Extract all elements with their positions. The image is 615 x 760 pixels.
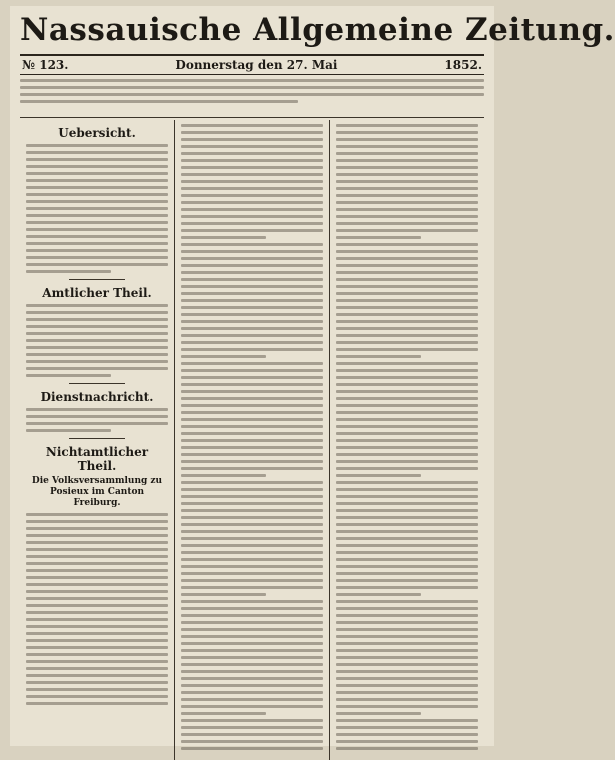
text-line xyxy=(181,166,323,169)
text-line xyxy=(181,565,323,568)
contents-heading: Uebersicht. xyxy=(58,126,136,140)
newspaper-page xyxy=(10,6,615,746)
text-line xyxy=(181,432,323,435)
text-line xyxy=(336,369,478,372)
divider xyxy=(69,438,126,439)
text-line xyxy=(181,264,323,267)
text-line xyxy=(181,495,323,498)
text-line xyxy=(181,320,323,323)
text-line xyxy=(336,180,478,183)
text-line xyxy=(181,502,323,505)
text-line xyxy=(336,705,478,708)
text-line xyxy=(181,243,323,246)
text-line xyxy=(336,495,478,498)
text-line xyxy=(181,572,323,575)
text-line xyxy=(336,257,478,260)
text-line xyxy=(336,558,478,561)
text-line xyxy=(181,222,323,225)
text-line xyxy=(336,215,478,218)
text-line xyxy=(336,264,478,267)
issue-number: № 123. xyxy=(22,58,69,72)
text-line xyxy=(336,334,478,337)
text-line xyxy=(181,201,323,204)
text-line xyxy=(181,726,323,729)
text-line xyxy=(181,656,323,659)
text-line xyxy=(181,530,323,533)
text-line xyxy=(181,523,323,526)
text-line xyxy=(181,145,323,148)
text-line xyxy=(336,145,478,148)
text-line xyxy=(181,418,323,421)
divider xyxy=(69,279,126,280)
text-line xyxy=(336,390,478,393)
text-line xyxy=(336,306,478,309)
text-line xyxy=(336,432,478,435)
text-line xyxy=(181,677,323,680)
text-line xyxy=(336,376,478,379)
text-line xyxy=(336,362,478,365)
text-line xyxy=(181,481,323,484)
text-line xyxy=(336,355,421,358)
text-line xyxy=(336,649,478,652)
text-line xyxy=(181,698,323,701)
text-line xyxy=(336,614,478,617)
text-line xyxy=(181,537,323,540)
text-line xyxy=(336,530,478,533)
text-line xyxy=(181,446,323,449)
text-line xyxy=(181,453,323,456)
text-line xyxy=(336,236,421,239)
text-line xyxy=(336,250,478,253)
text-line xyxy=(181,278,323,281)
text-line xyxy=(336,635,478,638)
text-line xyxy=(181,124,323,127)
text-line xyxy=(336,607,478,610)
official-heading: Amtlicher Theil. xyxy=(42,286,152,300)
masthead-title: Nassauische Allgemeine Zeitung. xyxy=(20,12,615,48)
text-line xyxy=(181,516,323,519)
text-line xyxy=(336,488,478,491)
dateline xyxy=(20,54,484,75)
text-line xyxy=(336,565,478,568)
text-line xyxy=(181,173,323,176)
text-line xyxy=(181,628,323,631)
text-line xyxy=(336,684,478,687)
text-line xyxy=(181,404,323,407)
text-line xyxy=(336,537,478,540)
text-line xyxy=(336,208,478,211)
text-line xyxy=(181,614,323,617)
text-line xyxy=(181,509,323,512)
text-line xyxy=(336,460,478,463)
text-line xyxy=(181,327,323,330)
text-line xyxy=(336,691,478,694)
text-line xyxy=(336,425,478,428)
text-line xyxy=(336,719,478,722)
text-line xyxy=(181,229,323,232)
text-line xyxy=(181,341,323,344)
service-heading: Dienstnachricht. xyxy=(40,390,154,404)
text-line xyxy=(181,411,323,414)
text-line xyxy=(336,453,478,456)
text-line xyxy=(336,677,478,680)
text-line xyxy=(181,586,323,589)
text-line xyxy=(181,425,323,428)
text-line xyxy=(336,341,478,344)
text-line xyxy=(336,481,478,484)
text-line xyxy=(181,383,323,386)
text-line xyxy=(336,551,478,554)
issue-year: 1852. xyxy=(444,58,482,72)
text-line xyxy=(181,642,323,645)
text-line xyxy=(181,390,323,393)
text-line xyxy=(181,579,323,582)
text-line xyxy=(181,649,323,652)
text-line xyxy=(336,586,478,589)
divider xyxy=(69,383,126,384)
text-line xyxy=(181,684,323,687)
text-line xyxy=(181,250,323,253)
text-line xyxy=(336,642,478,645)
text-line xyxy=(336,600,478,603)
text-line xyxy=(181,663,323,666)
text-line xyxy=(181,747,323,750)
text-line xyxy=(336,698,478,701)
text-line xyxy=(181,467,323,470)
text-line xyxy=(336,670,478,673)
text-line xyxy=(336,404,478,407)
text-line xyxy=(336,726,478,729)
text-line xyxy=(181,285,323,288)
text-line xyxy=(181,733,323,736)
text-line xyxy=(336,327,478,330)
text-line xyxy=(181,159,323,162)
text-line xyxy=(181,215,323,218)
text-line xyxy=(181,670,323,673)
text-line xyxy=(336,502,478,505)
text-line xyxy=(181,376,323,379)
text-line xyxy=(181,194,323,197)
text-line xyxy=(336,313,478,316)
text-line xyxy=(336,593,421,596)
text-line xyxy=(336,621,478,624)
text-line xyxy=(336,663,478,666)
text-line xyxy=(181,355,266,358)
text-line xyxy=(181,152,323,155)
text-line xyxy=(336,509,478,512)
text-line xyxy=(181,348,323,351)
text-line xyxy=(181,292,323,295)
text-line xyxy=(181,593,266,596)
text-line xyxy=(181,635,323,638)
text-line xyxy=(181,180,323,183)
text-line xyxy=(336,243,478,246)
columns xyxy=(20,120,484,760)
text-line xyxy=(336,579,478,582)
column-middle xyxy=(174,120,329,760)
text-line xyxy=(336,411,478,414)
text-line xyxy=(336,194,478,197)
text-line xyxy=(336,159,478,162)
text-line xyxy=(336,285,478,288)
text-line xyxy=(181,208,323,211)
text-line xyxy=(181,334,323,337)
text-line xyxy=(181,691,323,694)
text-line xyxy=(336,733,478,736)
text-line xyxy=(336,397,478,400)
text-line xyxy=(181,397,323,400)
text-line xyxy=(336,222,478,225)
column-right xyxy=(329,120,484,760)
column-left xyxy=(20,120,174,760)
text-line xyxy=(181,712,266,715)
text-line xyxy=(181,131,323,134)
text-line xyxy=(181,600,323,603)
text-line xyxy=(181,621,323,624)
text-line xyxy=(181,271,323,274)
text-line xyxy=(181,187,323,190)
text-line xyxy=(336,138,478,141)
text-line xyxy=(336,383,478,386)
text-line xyxy=(336,544,478,547)
text-line xyxy=(336,292,478,295)
text-line xyxy=(181,607,323,610)
text-line xyxy=(336,740,478,743)
text-line xyxy=(181,719,323,722)
text-line xyxy=(336,173,478,176)
unofficial-subheading: Die Volksversammlung zu Posieux im Canton Freiburg. xyxy=(31,476,163,508)
text-line xyxy=(336,446,478,449)
text-line xyxy=(181,257,323,260)
text-line xyxy=(181,551,323,554)
unofficial-heading: Nichtamtlicher Theil. xyxy=(45,445,149,473)
text-line xyxy=(336,131,478,134)
text-line xyxy=(181,558,323,561)
text-line xyxy=(336,201,478,204)
text-line xyxy=(336,320,478,323)
text-line xyxy=(336,124,478,127)
text-line xyxy=(336,271,478,274)
text-line xyxy=(336,187,478,190)
text-line xyxy=(181,306,323,309)
text-line xyxy=(336,628,478,631)
text-line xyxy=(336,523,478,526)
text-line xyxy=(181,740,323,743)
text-line xyxy=(336,152,478,155)
text-line xyxy=(336,712,421,715)
text-line xyxy=(181,439,323,442)
text-line xyxy=(336,747,478,750)
text-line xyxy=(336,656,478,659)
text-line xyxy=(181,488,323,491)
text-line xyxy=(181,460,323,463)
text-line xyxy=(336,516,478,519)
text-line xyxy=(181,299,323,302)
text-line xyxy=(336,474,421,477)
text-line xyxy=(336,418,478,421)
text-line xyxy=(336,229,478,232)
text-line xyxy=(181,474,266,477)
text-line xyxy=(181,138,323,141)
text-line xyxy=(181,369,323,372)
divider xyxy=(20,117,484,118)
text-line xyxy=(336,467,478,470)
text-line xyxy=(336,278,478,281)
subscription-notice xyxy=(20,79,484,113)
text-line xyxy=(336,439,478,442)
issue-date: Donnerstag den 27. Mai xyxy=(175,58,338,72)
text-line xyxy=(181,362,323,365)
text-line xyxy=(336,348,478,351)
text-line xyxy=(336,299,478,302)
text-line xyxy=(181,544,323,547)
text-line xyxy=(336,166,478,169)
text-line xyxy=(336,572,478,575)
text-line xyxy=(181,313,323,316)
text-line xyxy=(181,236,266,239)
text-line xyxy=(181,705,323,708)
